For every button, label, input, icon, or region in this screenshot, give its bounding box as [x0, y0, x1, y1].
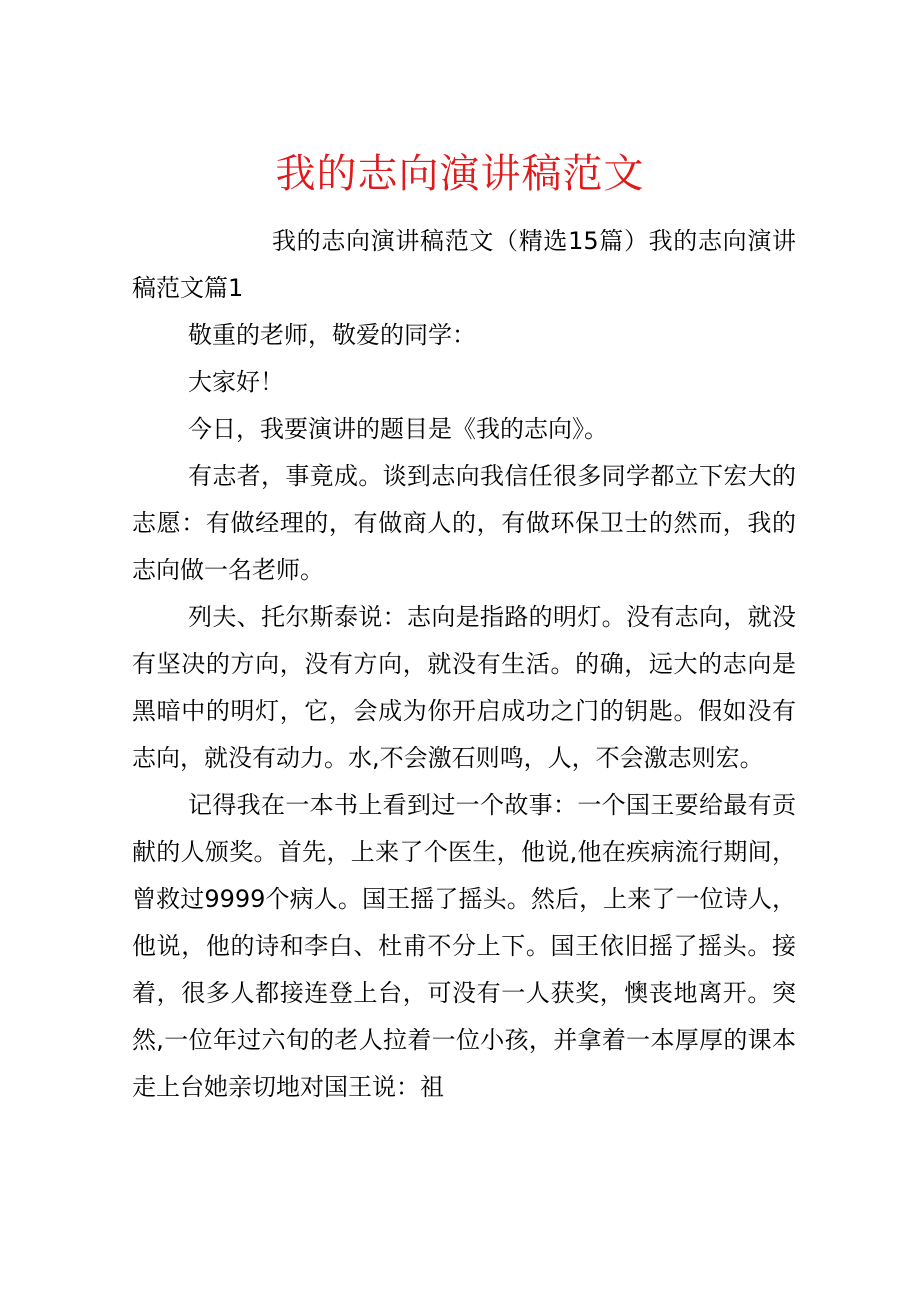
body-paragraph: 有志者，事竟成。谈到志向我信任很多同学都立下宏大的志愿：有做经理的，有做商人的，有做环保卫士的然而，我的志向做一名老师。 — [132, 462, 796, 584]
salutation-paragraph: 敬重的老师，敬爱的同学： — [188, 321, 476, 349]
topic-paragraph: 今日，我要演讲的题目是《我的志向》。 — [188, 415, 608, 443]
greeting-paragraph: 大家好！ — [188, 368, 284, 396]
document-title: 我的志向演讲稿范文 — [275, 151, 645, 197]
body-paragraph: 列夫、托尔斯泰说：志向是指路的明灯。没有志向，就没有坚决的方向，没有方向，就没有生活。的确，远大的志向是黑暗中的明灯，它，会成为你开启成功之门的钥匙。假如没有志向，就没有动力。水,不会激石则鸣，人，不会激志则宏。 — [132, 603, 796, 772]
body-paragraph: 记得我在一本书上看到过一个故事：一个国王要给最有贡献的人颁奖。首先，上来了个医生，他说,他在疾病流行期间，曾救过9999个病人。国王摇了摇头。然后，上来了一位诗人，他说，他的诗和李白、杜甫不分上下。国王依旧摇了摇头。接着，很多人都接连登上台，可没有一人获奖，懊丧地离开。突然,一位年过六旬的老人拉着一位小孩，并拿着一本厚厚的课本走上台她亲切地对国王说：祖 — [132, 791, 796, 1101]
document-body — [132, 218, 796, 1111]
intro-paragraph: 我的志向演讲稿范文（精选15篇）我的志向演讲稿范文篇1 — [132, 227, 796, 302]
